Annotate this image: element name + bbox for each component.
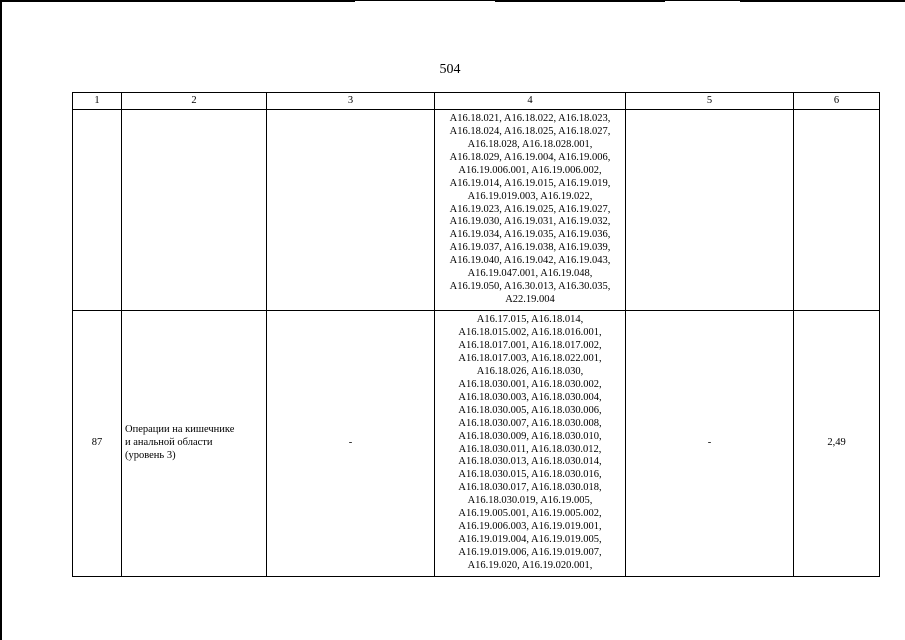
table-row: [73, 110, 880, 311]
scan-top-mark: [0, 0, 355, 2]
column-header: 3: [267, 93, 435, 110]
col5-cell: [626, 110, 794, 311]
service-codes-cell: A16.18.021, A16.18.022, A16.18.023, A16.18.024, A16.18.025, A16.18.027, A16.18.028, A16.18.028.001, A16.18.029, A16.19.004, A16.19.006, A16.19.006.001, A16.19.006.002, A16.19.014, A16.19.015, A16.19.019, A16.19.019.003, A16.19.022, A16.19.023, A16.19.025, A16.19.027, A16.19.030, A16.19.031, A16.19.032, A16.19.034, A16.19.035, A16.19.036, A16.19.037, A16.19.038, A16.19.039, A16.19.040, A16.19.042, A16.19.043, A16.19.047.001, A16.19.048, A16.19.050, A16.30.013, A16.30.035, A22.19.004: [435, 110, 626, 311]
row-number-cell: 87: [73, 311, 122, 577]
column-header: 6: [794, 93, 880, 110]
col5-cell: -: [626, 311, 794, 577]
coefficient-cell: [794, 110, 880, 311]
table-header-row: [73, 93, 880, 110]
row-number-cell: [73, 110, 122, 311]
column-header: 5: [626, 93, 794, 110]
column-header: 2: [122, 93, 267, 110]
group-name-cell: Операции на кишечнике и анальной области (уровень 3): [122, 311, 267, 577]
column-header: 4: [435, 93, 626, 110]
group-name-cell: [122, 110, 267, 311]
scan-top-mark: [740, 0, 905, 2]
column-header: 1: [73, 93, 122, 110]
document-table: [72, 92, 880, 577]
page-number: 504: [439, 62, 461, 77]
coefficient-cell: 2,49: [794, 311, 880, 577]
col3-cell: [267, 110, 435, 311]
col3-cell: -: [267, 311, 435, 577]
table-row: [73, 311, 880, 577]
scan-left-edge: [0, 0, 2, 640]
service-codes-cell: A16.17.015, A16.18.014, A16.18.015.002, A16.18.016.001, A16.18.017.001, A16.18.017.002, A16.18.017.003, A16.18.022.001, A16.18.026, A16.18.030, A16.18.030.001, A16.18.030.002, A16.18.030.003, A16.18.030.004, A16.18.030.005, A16.18.030.006, A16.18.030.007, A16.18.030.008, A16.18.030.009, A16.18.030.010, A16.18.030.011, A16.18.030.012, A16.18.030.013, A16.18.030.014, A16.18.030.015, A16.18.030.016, A16.18.030.017, A16.18.030.018, A16.18.030.019, A16.19.005, A16.19.005.001, A16.19.005.002, A16.19.006.003, A16.19.019.001, A16.19.019.004, A16.19.019.005, A16.19.019.006, A16.19.019.007, A16.19.020, A16.19.020.001,: [435, 311, 626, 577]
scan-top-mark: [495, 0, 665, 2]
